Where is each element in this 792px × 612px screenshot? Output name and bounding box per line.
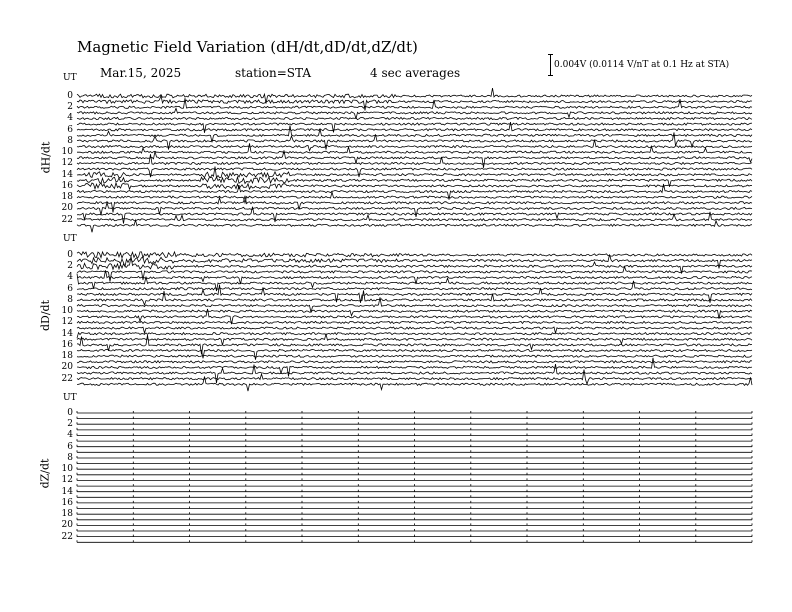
date-label: Mar.15, 2025 [100, 66, 182, 80]
trace-line [77, 358, 752, 377]
trace-line [77, 192, 752, 203]
chart-title: Magnetic Field Variation (dH/dt,dD/dt,dZ/dt) [77, 38, 418, 56]
trace-line [77, 327, 752, 333]
hour-label: 22 [61, 214, 73, 225]
hour-label: 2 [67, 261, 73, 272]
trace-line [77, 417, 752, 419]
hour-label: 10 [61, 306, 73, 317]
trace-line [77, 267, 752, 282]
hour-label: 6 [67, 441, 73, 452]
hour-label: 10 [61, 464, 73, 475]
panel-label-dd: dD/dt [39, 299, 53, 332]
hour-label: 0 [67, 250, 73, 260]
trace-line [77, 507, 752, 509]
hour-label: 22 [61, 531, 73, 542]
hour-label: 20 [61, 362, 73, 373]
hour-label: 18 [61, 192, 73, 203]
hour-label: 0 [67, 91, 73, 101]
trace-line [77, 333, 752, 339]
hour-label: 10 [61, 147, 73, 158]
hour-label: 2 [67, 102, 73, 113]
hour-label: 22 [61, 373, 73, 384]
station-label: station=STA [235, 66, 312, 80]
panel-label-dh: dH/dt [39, 141, 53, 174]
trace-line [77, 355, 752, 357]
trace-line [77, 439, 752, 441]
hour-label: 20 [61, 203, 73, 214]
hour-label: 6 [67, 283, 73, 294]
hour-label: 14 [61, 486, 73, 497]
hour-label: 8 [67, 294, 73, 305]
trace-line [77, 349, 752, 359]
trace-line [77, 361, 752, 363]
hour-label: 14 [61, 328, 73, 339]
ut-label-dh: UT [63, 73, 77, 83]
hour-label: 2 [67, 419, 73, 430]
hour-label: 4 [67, 113, 73, 124]
hour-label: 12 [61, 158, 73, 169]
trace-line [77, 252, 752, 258]
trace-line [77, 108, 752, 119]
trace-line [77, 123, 752, 133]
hour-label: 8 [67, 452, 73, 463]
trace-line [77, 456, 752, 458]
hour-label: 20 [61, 520, 73, 531]
trace-line [77, 462, 752, 464]
trace-line [77, 370, 752, 385]
trace-line [77, 290, 752, 305]
trace-line [77, 523, 752, 525]
trace-line [77, 117, 752, 119]
hour-label: 4 [67, 272, 73, 283]
trace-line [77, 154, 752, 164]
trace-line [77, 256, 752, 273]
averaging-label: 4 sec averages [370, 66, 461, 80]
trace-line [77, 125, 752, 142]
trace-line [77, 473, 752, 475]
trace-line [77, 411, 752, 413]
trace-line [77, 467, 752, 469]
trace-line [77, 98, 752, 108]
hour-label: 14 [61, 169, 73, 180]
hour-label: 0 [67, 408, 73, 418]
hour-label: 16 [61, 339, 73, 350]
hour-label: 6 [67, 124, 73, 135]
hour-label: 4 [67, 430, 73, 441]
trace-line [77, 495, 752, 497]
trace-line [77, 529, 752, 531]
trace-line [77, 434, 752, 436]
trace-line [77, 501, 752, 503]
trace-line [77, 445, 752, 447]
trace-line [77, 478, 752, 480]
hour-label: 18 [61, 351, 73, 362]
hour-label: 16 [61, 497, 73, 508]
trace-line [77, 535, 752, 537]
trace-line [77, 540, 752, 542]
hour-label: 18 [61, 509, 73, 520]
trace-line [77, 490, 752, 492]
panel-label-dz: dZ/dt [38, 458, 52, 489]
trace-line [77, 518, 752, 520]
scale-label: 0.004V (0.0114 V/nT at 0.1 Hz at STA) [554, 60, 730, 70]
trace-line [77, 321, 752, 323]
trace-line [77, 450, 752, 452]
ut-label-dd: UT [63, 234, 77, 244]
hour-label: 12 [61, 317, 73, 328]
ut-label-dz: UT [63, 393, 77, 403]
trace-line [77, 143, 752, 153]
trace-line [77, 428, 752, 430]
hour-label: 16 [61, 180, 73, 191]
hour-label: 8 [67, 135, 73, 146]
trace-line [77, 183, 752, 189]
trace-line [77, 512, 752, 514]
hour-label: 12 [61, 475, 73, 486]
trace-line [77, 422, 752, 424]
trace-line [77, 220, 752, 232]
trace-line [77, 484, 752, 486]
